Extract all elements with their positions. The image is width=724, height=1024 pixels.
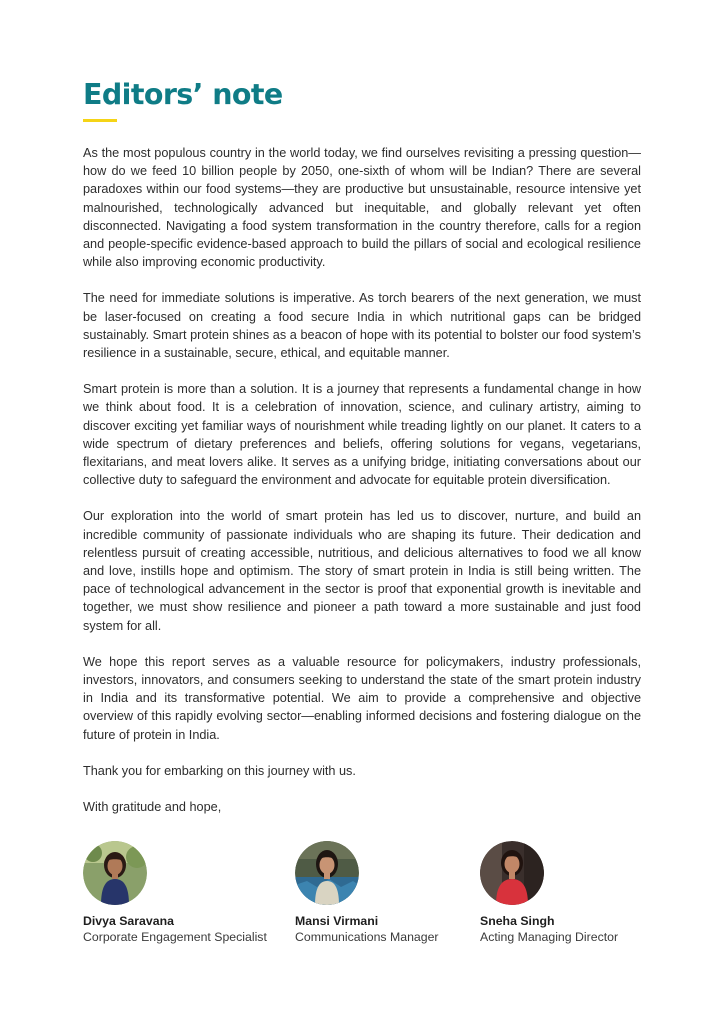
page-title: Editors’ note	[83, 78, 283, 111]
signatory-name: Mansi Virmani	[295, 914, 379, 928]
paragraph-5: We hope this report serves as a valuable resource for policymakers, industry professionals, investors, innovators, and consumers seeking to understand the state of the smart protein industry in India and its transformative potential. We aim to provide a comprehensive and objective overview of this rapidly evolving sector—enabling informed decisions and fostering dialogue on the future of protein in India.	[83, 654, 641, 742]
signatory-role: Communications Manager	[295, 930, 439, 944]
editors-note-page	[83, 76, 641, 834]
avatar-sneha-singh	[480, 841, 544, 905]
signatory-name: Sneha Singh	[480, 914, 555, 928]
signatory-name: Divya Saravana	[83, 914, 174, 928]
signatory-mansi-virmani	[295, 841, 439, 945]
signatory-role: Acting Managing Director	[480, 930, 619, 944]
paragraph-2: The need for immediate solutions is imperative. As torch bearers of the next generation, we must be laser-focused on creating a food secure India in which nutritional gaps can be bridged sustainably. Smart protein shines as a beacon of hope with its potential to bolster our food system’s resilience in a sustainable, secure, ethical, and equitable manner.	[83, 291, 641, 361]
paragraph-3: Smart protein is more than a solution. It is a journey that represents a fundamental change in how we think about food. It is a celebration of innovation, science, and culinary artistry, aiming to discover exciting yet familiar ways of nourishment while treading lightly on our planet. It caters to a wide spectrum of dietary preferences and beliefs, offering solutions for vegans, vegetarians, flexitarians, and meat lovers alike. It serves as a unifying bridge, initiating conversations about our collective duty to safeguard the environment and advocate for equitable protein diversification.	[83, 382, 641, 488]
note-body	[83, 144, 641, 816]
avatar-mansi-virmani	[295, 841, 359, 905]
signatory-role: Corporate Engagement Specialist	[83, 930, 267, 944]
signatory-divya-saravana	[83, 841, 267, 945]
avatar-divya-saravana	[83, 841, 147, 905]
signatory-sneha-singh	[480, 841, 618, 945]
closing-thanks: Thank you for embarking on this journey with us.	[83, 763, 356, 778]
signatures	[83, 841, 643, 951]
title-accent-rule	[83, 119, 117, 122]
paragraph-4: Our exploration into the world of smart protein has led us to discover, nurture, and build an incredible community of passionate individuals who are shaping its future. Their dedication and relentless pursuit of creating accessible, nutritious, and delicious alternatives to food we all know and love, instills hope and optimism. The story of smart protein in India is still being written. The pace of technological advancement in the sector is proof that exponential growth is inevitable and together, we must show resilience and pioneer a path toward a more sustainable and just food system for all.	[83, 509, 641, 633]
paragraph-1: As the most populous country in the world today, we find ourselves revisiting a pressing question—how do we feed 10 billion people by 2050, one-sixth of whom will be Indian? There are several paradoxes within our food systems—they are productive but unsustainable, resource intensive yet malnourished, technologically advanced but inequitable, and globally relevant yet often disconnected. Navigating a food system transformation in the country therefore, calls for a region and people-specific evidence-based approach to build the pillars of social and ecological resilience while also improving economic productivity.	[83, 146, 641, 270]
closing-signoff: With gratitude and hope,	[83, 800, 222, 815]
